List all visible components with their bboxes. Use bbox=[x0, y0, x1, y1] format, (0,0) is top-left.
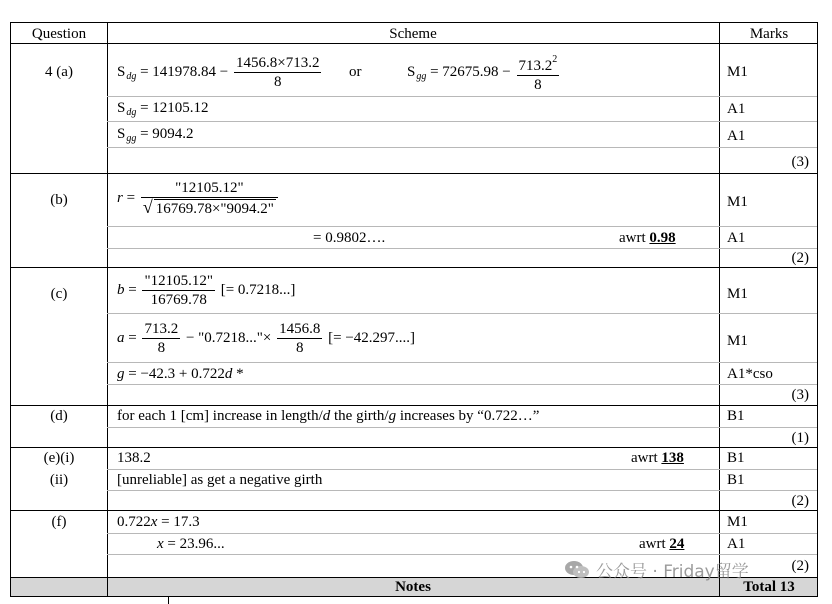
awrt-4e: awrt 138 bbox=[631, 450, 684, 466]
formula-b: b = $\frac{"12105.12"}{16769.78}$ [= 0.7218...] bbox=[117, 273, 296, 309]
next-row-divider bbox=[168, 597, 169, 604]
total-4f: (2) bbox=[791, 558, 809, 574]
question-label-4b: (b) bbox=[50, 192, 68, 208]
total-4c: (3) bbox=[791, 387, 809, 403]
mark-4e-2: B1 bbox=[727, 472, 745, 488]
formula-sdg-sgg: $S_{dg} = 141978.84$ − $\frac{1456.8\times 713.2}{8}$ or $S_{gg} = 72675.98$ − $\frac{713.2^2}{8}$ bbox=[117, 54, 558, 93]
header-question: Question bbox=[31, 26, 87, 42]
rule-notes-bottom bbox=[11, 596, 817, 597]
mark-4f-1: M1 bbox=[727, 514, 748, 530]
regression-line: g = −42.3 + 0.722d * bbox=[117, 366, 244, 382]
rule-c-d bbox=[11, 405, 817, 406]
r-result: = 0.9802…. bbox=[313, 230, 386, 246]
header-rule bbox=[11, 43, 817, 44]
mark-4b-1: M1 bbox=[727, 194, 748, 210]
inner-rule bbox=[107, 226, 817, 227]
header-scheme: Scheme bbox=[389, 26, 437, 42]
rule-e-f bbox=[11, 510, 817, 511]
total-4d: (1) bbox=[791, 430, 809, 446]
sdg-value: $S_{dg} = 12105.12$ bbox=[117, 100, 209, 118]
mark-scheme-table bbox=[10, 22, 818, 597]
question-label-4f: (f) bbox=[51, 514, 67, 530]
inner-rule bbox=[107, 147, 817, 148]
inner-rule bbox=[107, 384, 817, 385]
inner-rule bbox=[107, 96, 817, 97]
prediction-e: 138.2 bbox=[117, 450, 151, 466]
wechat-icon bbox=[564, 560, 590, 580]
question-label-4e-ii: (ii) bbox=[49, 472, 69, 488]
inner-rule bbox=[107, 490, 817, 491]
inner-rule bbox=[107, 248, 817, 249]
total-4b: (2) bbox=[791, 250, 809, 266]
mark-4a-3: A1 bbox=[727, 128, 746, 144]
mark-4c-2: M1 bbox=[727, 333, 748, 349]
mark-4a-1: M1 bbox=[727, 64, 748, 80]
formula-r: r = $\frac{"12105.12"}{√ 16769.78\times"9094.2"}$ bbox=[117, 176, 280, 220]
inner-rule bbox=[107, 427, 817, 428]
mark-4c-3: A1*cso bbox=[727, 366, 773, 382]
awrt-4f: awrt 24 bbox=[639, 536, 685, 552]
inner-rule bbox=[107, 362, 817, 363]
question-label-4c: (c) bbox=[50, 286, 68, 302]
question-label-4a: 4 (a) bbox=[45, 64, 73, 80]
total-4a: (3) bbox=[791, 154, 809, 170]
rule-d-e bbox=[11, 447, 817, 448]
mark-4a-2: A1 bbox=[727, 101, 746, 117]
inner-rule bbox=[107, 533, 817, 534]
mark-4e-1: B1 bbox=[727, 450, 745, 466]
inner-rule bbox=[107, 121, 817, 122]
equation-f: 0.722x = 17.3 bbox=[117, 514, 200, 530]
solution-f: x = 23.96... bbox=[157, 536, 225, 552]
question-label-4e-i: (e)(i) bbox=[43, 450, 75, 466]
mark-4d-1: B1 bbox=[727, 408, 745, 424]
formula-a: a = $\frac{713.2}{8}$ − "0.7218..."× $\frac{1456.8}{8}$ [= −42.297....] bbox=[117, 321, 416, 357]
mark-4b-2: A1 bbox=[727, 230, 746, 246]
awrt-4b: awrt 0.98 bbox=[619, 230, 676, 246]
header-marks: Marks bbox=[749, 26, 789, 42]
question-label-4d: (d) bbox=[50, 408, 68, 424]
rule-b-c bbox=[11, 267, 817, 268]
total-4e: (2) bbox=[791, 493, 809, 509]
watermark: 公众号 · Friday留学 bbox=[564, 557, 749, 582]
mark-4f-2: A1 bbox=[727, 536, 746, 552]
inner-rule bbox=[107, 313, 817, 314]
inner-rule bbox=[107, 554, 817, 555]
interpretation-d: for each 1 [cm] increase in length/d the girth/g increases by “0.722…” bbox=[117, 408, 540, 424]
sgg-value: $S_{gg} = 9094.2$ bbox=[117, 126, 194, 144]
rule-a-b bbox=[11, 173, 817, 174]
total-marks: Total 13 bbox=[743, 579, 795, 595]
mark-4c-1: M1 bbox=[727, 286, 748, 302]
reliability-e: [unreliable] as get a negative girth bbox=[117, 472, 323, 488]
inner-rule bbox=[107, 469, 817, 470]
notes-label: Notes bbox=[395, 579, 431, 595]
